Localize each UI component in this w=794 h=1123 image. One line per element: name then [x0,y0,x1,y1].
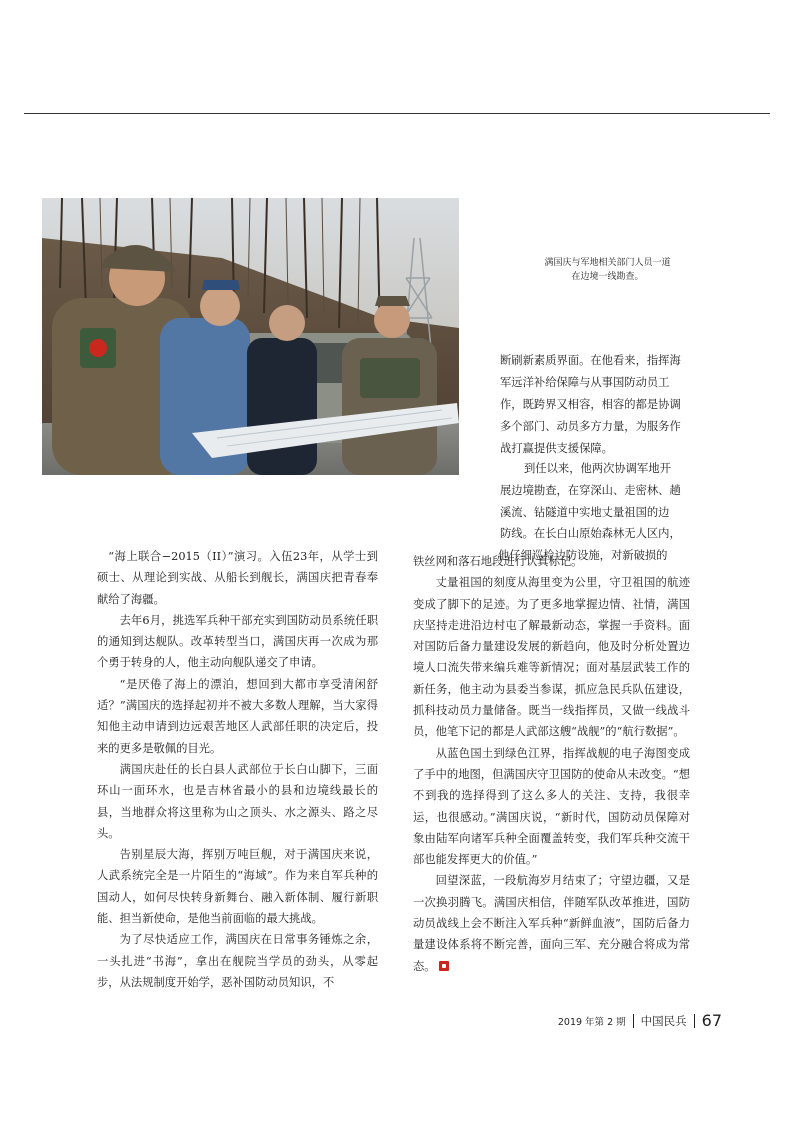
header-rule [24,113,770,114]
footer-divider [694,1014,695,1028]
paragraph: “是厌倦了海上的漂泊，想回到大都市享受清闲舒适？”满国庆的选择起初并不被大多数人理解，当大家得知他主动申请到边远艰苦地区人武部任职的决定后，投来的更多是敬佩的目光。 [97,677,378,755]
body-line: 军远洋补给保障与从事国防动员工 [500,376,670,389]
body-line: 多个部门、动员多方力量，为服务作 [500,420,681,433]
body-line: 他仔细巡检边防设施，对新破损的 [498,549,668,562]
paragraph: 从蓝色国土到绿色江界，指挥战舰的电子海图变成了手中的地图，但满国庆守卫国防的使命从未改变。“想不到我的选择得到了这么多人的关注、支持，我很幸运，也很感动。”满国庆说，“新时代，国防动员保障对象由陆军向诸军兵种全面覆盖转变，我们军兵种交流干部也能发挥更大的价值。” [413,746,690,867]
issue-label: 2019 年第 2 期 [557,1016,626,1028]
article-photo [42,198,459,475]
body-line: 断刷新素质界面。在他看来，指挥海 [500,354,681,367]
page-number: 67 [701,1011,722,1030]
body-line: 作，既跨界又相容，相容的都是协调 [500,398,681,411]
body-line: 到任以来，他两次协调军地开 [524,462,671,475]
paragraph-final [413,870,690,976]
photo-caption [500,256,715,284]
caption-line-1: 满国庆与军地相关部门人员一道 [544,258,671,268]
body-line: 防线。在长白山原始森林无人区内， [500,527,681,540]
paragraph: 铁丝网和落石地段进行认真标记。 [413,555,583,568]
right-column [413,551,690,977]
photo-field-survey-image [42,198,459,475]
page-footer [558,1011,722,1030]
caption-line-2: 在边境一线勘查。 [571,272,644,282]
footer-divider [633,1014,634,1028]
paragraph: 为了尽快适应工作，满国庆在日常事务锤炼之余，一头扎进“书海”，拿出在舰院当学员的劲头，从零起步，从法规制度开始学，恶补国防动员知识，不 [97,933,378,989]
paragraph: “海上联合−2015（II）”演习。入伍23年，从学士到硕士、从理论到实战、从船长到舰长，满国庆把青春奉献给了海疆。 [97,550,378,606]
magazine-name: 中国民兵 [640,1013,687,1028]
paragraph: 丈量祖国的刻度从海里变为公里，守卫祖国的航迹变成了脚下的足迹。为了更多地掌握边情、社情，满国庆坚持走进沿边村屯了解最新动态，掌握一手资料。面对国防后备力量建设发展的新趋向，他及时分析处置边境人口流失带来编兵难等新情况；面对基层武装工作的新任务，他主动为县委当参谋，抓应急民兵队伍建设，抓科技动员力量储备。既当一线指挥员，又做一线战斗员，他笔下记的都是人武部这艘“战舰”的“航行数据”。 [413,576,690,739]
paragraph: 满国庆赴任的长白县人武部位于长白山脚下，三面环山一面环水，也是吉林省最小的县和边境线最长的县，当地群众将这里称为山之顶头、水之源头、路之尽头。 [97,762,378,840]
paragraph-final-text: 回望深蓝，一段航海岁月结束了；守望边疆，又是一次换羽腾飞。满国庆相信，伴随军队改革推进，国防动员战线上会不断注入军兵种“新鲜血液”，国防后备力量建设体系将不断完善，面向三军、充分融合将成为常态。 [413,874,690,973]
paragraph: 告别星辰大海，挥别万吨巨舰，对于满国庆来说，人武系统完全是一片陌生的“海域”。作为来自军兵种的国动人，如何尽快转身新舞台、融入新体制、履行新职能、担当新使命，是他当前面临的最大挑战。 [97,848,378,926]
end-mark-icon [439,961,449,971]
left-column [97,546,378,993]
body-line: 展边境勘查，在穿深山、走密林、趟 [500,484,681,497]
body-line: 战打赢提供支援保障。 [500,442,613,455]
paragraph: 去年6月，挑选军兵种干部充实到国防动员系统任职的通知到达舰队。改革转型当口，满国庆再一次成为那个勇于转身的人，他主动向舰队递交了申请。 [97,613,378,670]
body-line: 溪流、钻隧道中实地丈量祖国的边 [500,506,670,519]
